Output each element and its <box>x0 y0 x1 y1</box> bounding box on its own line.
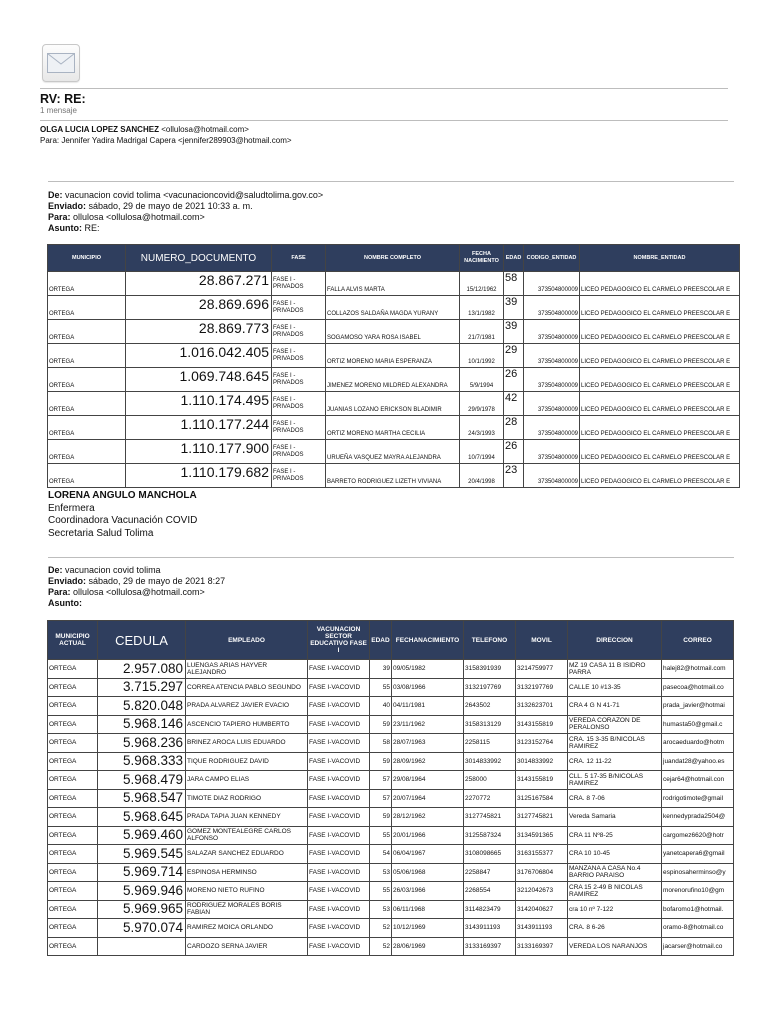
cell-nombre: JIMENEZ MORENO MILDRED ALEXANDRA <box>326 368 460 392</box>
cell-empleado: PRADA ALVAREZ JAVIER EVACIO <box>186 697 308 716</box>
column-header: NUMERO_DOCUMENTO <box>126 245 272 272</box>
cell-documento: 1.069.748.645 <box>126 368 272 392</box>
cell-movil: 3123152764 <box>516 734 568 753</box>
table-row <box>48 368 740 392</box>
cell-nombre: FALLA ALVIS MARTA <box>326 272 460 296</box>
cell-fase: FASE I - PRIVADOS <box>272 272 326 296</box>
column-header: EDAD <box>370 621 392 660</box>
cell-edad: 53 <box>370 900 392 919</box>
cell-municipio: ORTEGA <box>48 344 126 368</box>
cell-correo: oramo-8@hotmail.co <box>662 919 734 938</box>
cell-telefono: 3014833992 <box>464 752 516 771</box>
cell-empleado: SALAZAR SANCHEZ EDUARDO <box>186 845 308 864</box>
cell-telefono: 3132197769 <box>464 678 516 697</box>
column-header: MUNICIPIO <box>48 245 126 272</box>
cell-fase: FASE I-VACOVID <box>308 697 370 716</box>
cell-telefono: 2270772 <box>464 789 516 808</box>
cell-fecha: 15/12/1962 <box>460 272 504 296</box>
cell-edad: 52 <box>370 919 392 938</box>
cell-codigo: 373504800009 <box>524 416 580 440</box>
cell-fecha: 29/08/1964 <box>392 771 464 790</box>
cell-fase: FASE I-VACOVID <box>308 808 370 827</box>
column-header: FECHA NACIMIENTO <box>460 245 504 272</box>
cell-telefono: 258000 <box>464 771 516 790</box>
cell-fase: FASE I - PRIVADOS <box>272 368 326 392</box>
column-header: MUNICIPIO ACTUAL <box>48 621 98 660</box>
cell-municipio: ORTEGA <box>48 752 98 771</box>
cell-municipio: ORTEGA <box>48 660 98 679</box>
cell-municipio: ORTEGA <box>48 771 98 790</box>
cell-entidad: LICEO PEDAGOGICO EL CARMELO PREESCOLAR E <box>580 296 740 320</box>
table-row <box>48 808 734 827</box>
cell-movil: 3127745821 <box>516 808 568 827</box>
cell-municipio: ORTEGA <box>48 272 126 296</box>
column-header: CEDULA <box>98 621 186 660</box>
cell-entidad: LICEO PEDAGOGICO EL CARMELO PREESCOLAR E <box>580 344 740 368</box>
cell-nombre: COLLAZOS SALDAÑA MAGDA YURANY <box>326 296 460 320</box>
table-row <box>48 826 734 845</box>
table-row <box>48 752 734 771</box>
signature-line: Coordinadora Vacunación COVID <box>48 515 198 526</box>
cell-fase: FASE I-VACOVID <box>308 771 370 790</box>
cell-edad: 40 <box>370 697 392 716</box>
cell-movil: 3134591365 <box>516 826 568 845</box>
cell-direccion: MZ 19 CASA 11 B ISIDRO PARRA <box>568 660 662 679</box>
cell-fecha: 20/07/1964 <box>392 789 464 808</box>
cell-empleado: ASCENCIO TAPIERO HUMBERTO <box>186 715 308 734</box>
message-count: 1 mensaje <box>40 106 77 115</box>
sender-name: OLGA LUCIA LOPEZ SANCHEZ <box>40 125 159 134</box>
cell-fecha: 26/03/1966 <box>392 882 464 901</box>
cell-fecha: 20/4/1998 <box>460 464 504 488</box>
cell-nombre: SOGAMOSO YARA ROSA ISABEL <box>326 320 460 344</box>
signature-line: Secretaria Salud Tolima <box>48 527 154 539</box>
cell-edad: 57 <box>370 771 392 790</box>
cell-movil: 3143155819 <box>516 715 568 734</box>
cell-entidad: LICEO PEDAGOGICO EL CARMELO PREESCOLAR E <box>580 392 740 416</box>
cell-empleado: TIMOTE DIAZ RODRIGO <box>186 789 308 808</box>
cell-codigo: 373504800009 <box>524 392 580 416</box>
cell-telefono: 3158313129 <box>464 715 516 734</box>
cell-cedula: 5.969.965 <box>98 900 186 919</box>
cell-movil: 3125167584 <box>516 789 568 808</box>
signature-block <box>48 490 197 540</box>
table-row <box>48 660 734 679</box>
cell-municipio: ORTEGA <box>48 392 126 416</box>
cell-edad: 42 <box>504 392 524 416</box>
table-row <box>48 678 734 697</box>
cell-edad: 29 <box>504 344 524 368</box>
cell-edad: 59 <box>370 808 392 827</box>
cell-codigo: 373504800009 <box>524 368 580 392</box>
table-row <box>48 734 734 753</box>
cell-entidad: LICEO PEDAGOGICO EL CARMELO PREESCOLAR E <box>580 464 740 488</box>
cell-fecha: 06/04/1967 <box>392 845 464 864</box>
cell-direccion: CRA 10 10-45 <box>568 845 662 864</box>
divider <box>48 181 734 182</box>
column-header: EDAD <box>504 245 524 272</box>
cell-fecha: 03/08/1966 <box>392 678 464 697</box>
cell-municipio: ORTEGA <box>48 715 98 734</box>
cell-telefono: 2268554 <box>464 882 516 901</box>
cell-fase: FASE I-VACOVID <box>308 660 370 679</box>
cell-fecha: 10/7/1994 <box>460 440 504 464</box>
cell-direccion: Vereda Samaria <box>568 808 662 827</box>
sender-line <box>40 125 249 134</box>
table-row <box>48 464 740 488</box>
cell-fecha: 24/3/1993 <box>460 416 504 440</box>
column-header: FECHANACIMIENTO <box>392 621 464 660</box>
cell-correo: kennedyprada2504@ <box>662 808 734 827</box>
cell-direccion: CRA. 12 11-22 <box>568 752 662 771</box>
cell-documento: 1.110.177.900 <box>126 440 272 464</box>
cell-movil: 3212042673 <box>516 882 568 901</box>
cell-empleado: TIQUE RODRIGUEZ DAVID <box>186 752 308 771</box>
cell-municipio: ORTEGA <box>48 678 98 697</box>
cell-municipio: ORTEGA <box>48 919 98 938</box>
cell-empleado: ESPINOSA HERMINSO <box>186 863 308 882</box>
cell-telefono: 3158391939 <box>464 660 516 679</box>
cell-movil: 3143155819 <box>516 771 568 790</box>
cell-fecha: 23/11/1962 <box>392 715 464 734</box>
cell-movil: 3214759977 <box>516 660 568 679</box>
cell-documento: 28.869.773 <box>126 320 272 344</box>
cell-fase: FASE I - PRIVADOS <box>272 296 326 320</box>
table-row <box>48 440 740 464</box>
cell-telefono: 3127745821 <box>464 808 516 827</box>
column-header: VACUNACION SECTOR EDUCATIVO FASE I <box>308 621 370 660</box>
cell-nombre: ORTIZ MORENO MARIA ESPERANZA <box>326 344 460 368</box>
cell-nombre: URUEÑA VASQUEZ MAYRA ALEJANDRA <box>326 440 460 464</box>
cell-entidad: LICEO PEDAGOGICO EL CARMELO PREESCOLAR E <box>580 368 740 392</box>
cell-codigo: 373504800009 <box>524 272 580 296</box>
cell-codigo: 373504800009 <box>524 464 580 488</box>
cell-municipio: ORTEGA <box>48 296 126 320</box>
table-row <box>48 900 734 919</box>
cell-direccion: CRA 15 2-49 B NICOLAS RAMIREZ <box>568 882 662 901</box>
cell-cedula: 5.968.479 <box>98 771 186 790</box>
cell-direccion: cra 10 nº 7-122 <box>568 900 662 919</box>
cell-fecha: 10/1/1992 <box>460 344 504 368</box>
cell-edad: 26 <box>504 440 524 464</box>
cell-cedula: 2.957.080 <box>98 660 186 679</box>
cell-fecha: 28/12/1962 <box>392 808 464 827</box>
cell-telefono: 2258115 <box>464 734 516 753</box>
cell-edad: 57 <box>370 789 392 808</box>
cell-cedula: 5.968.547 <box>98 789 186 808</box>
cell-cedula <box>98 937 186 956</box>
cell-correo: rodrigotimote@gmail <box>662 789 734 808</box>
cell-empleado: CARDOZO SERNA JAVIER <box>186 937 308 956</box>
cell-movil: 3133169397 <box>516 937 568 956</box>
cell-cedula: 5.969.946 <box>98 882 186 901</box>
cell-fecha: 28/07/1963 <box>392 734 464 753</box>
cell-empleado: RAMIREZ MOICA ORLANDO <box>186 919 308 938</box>
table-row <box>48 296 740 320</box>
cell-fecha: 20/01/1966 <box>392 826 464 845</box>
cell-documento: 1.016.042.405 <box>126 344 272 368</box>
cell-fase: FASE I-VACOVID <box>308 937 370 956</box>
cell-fase: FASE I-VACOVID <box>308 882 370 901</box>
cell-fase: FASE I-VACOVID <box>308 789 370 808</box>
cell-cedula: 5.970.074 <box>98 919 186 938</box>
cell-edad: 59 <box>370 752 392 771</box>
cell-correo: halej82@hotmail.com <box>662 660 734 679</box>
cell-correo: pasecoa@hotmail.co <box>662 678 734 697</box>
cell-direccion: CRA 4 G N 41-71 <box>568 697 662 716</box>
table-row <box>48 863 734 882</box>
cell-empleado: MORENO NIETO RUFINO <box>186 882 308 901</box>
cell-movil: 3143911193 <box>516 919 568 938</box>
cell-edad: 39 <box>504 320 524 344</box>
cell-edad: 59 <box>370 715 392 734</box>
column-header: FASE <box>272 245 326 272</box>
table-row <box>48 344 740 368</box>
table-row <box>48 919 734 938</box>
cell-fase: FASE I-VACOVID <box>308 678 370 697</box>
cell-correo: espinosaherminso@y <box>662 863 734 882</box>
cell-empleado: BRINEZ AROCA LUIS EDUARDO <box>186 734 308 753</box>
cell-movil: 3163155377 <box>516 845 568 864</box>
cell-correo: arocaeduardo@hotm <box>662 734 734 753</box>
cell-fase: FASE I-VACOVID <box>308 900 370 919</box>
cell-municipio: ORTEGA <box>48 789 98 808</box>
cell-documento: 1.110.177.244 <box>126 416 272 440</box>
cell-fecha: 10/12/1969 <box>392 919 464 938</box>
cell-fase: FASE I-VACOVID <box>308 919 370 938</box>
column-header: DIRECCION <box>568 621 662 660</box>
cell-movil: 3142040627 <box>516 900 568 919</box>
cell-direccion: CRA. 15 3-35 B/NICOLAS RAMIREZ <box>568 734 662 753</box>
cell-movil: 3132197769 <box>516 678 568 697</box>
cell-fecha: 09/05/1982 <box>392 660 464 679</box>
cell-empleado: RODRIGUEZ MORALES BORIS FABIAN <box>186 900 308 919</box>
cell-edad: 55 <box>370 882 392 901</box>
cell-documento: 28.867.271 <box>126 272 272 296</box>
cell-telefono: 3114823479 <box>464 900 516 919</box>
cell-municipio: ORTEGA <box>48 464 126 488</box>
cell-fase: FASE I - PRIVADOS <box>272 464 326 488</box>
mail-envelope-icon <box>42 44 80 82</box>
sender-email[interactable]: <ollulosa@hotmail.com> <box>161 125 249 134</box>
cell-municipio: ORTEGA <box>48 440 126 464</box>
cell-empleado: LUENGAS ARIAS HAYVER ALEJANDRO <box>186 660 308 679</box>
cell-documento: 1.110.179.682 <box>126 464 272 488</box>
cell-edad: 39 <box>370 660 392 679</box>
cell-edad: 53 <box>370 863 392 882</box>
email-subject: RV: RE: <box>40 92 86 106</box>
table-row <box>48 320 740 344</box>
forward-header-2: De: vacunacion covid tolima Enviado: sábado, 29 de mayo de 2021 8:27 Para: ollulosa <ollulosa@hotmail.com> Asunto: <box>48 565 226 608</box>
cell-edad: 52 <box>370 937 392 956</box>
cell-edad: 55 <box>370 678 392 697</box>
cell-nombre: JUANIAS LOZANO ERICKSON BLADIMIR <box>326 392 460 416</box>
divider <box>40 88 728 89</box>
cell-fecha: 5/9/1994 <box>460 368 504 392</box>
cell-fase: FASE I - PRIVADOS <box>272 440 326 464</box>
cell-entidad: LICEO PEDAGOGICO EL CARMELO PREESCOLAR E <box>580 272 740 296</box>
vaccination-table-2 <box>47 620 734 956</box>
table-row <box>48 937 734 956</box>
cell-direccion: CRA 11 Nº8-25 <box>568 826 662 845</box>
cell-correo: morenorufino10@gm <box>662 882 734 901</box>
cell-entidad: LICEO PEDAGOGICO EL CARMELO PREESCOLAR E <box>580 320 740 344</box>
cell-edad: 55 <box>370 826 392 845</box>
cell-nombre: BARRETO RODRIGUEZ LIZETH VIVIANA <box>326 464 460 488</box>
cell-fecha: 28/09/1962 <box>392 752 464 771</box>
cell-telefono: 3108098665 <box>464 845 516 864</box>
table-row <box>48 272 740 296</box>
cell-correo: cejar64@hotmail.con <box>662 771 734 790</box>
cell-documento: 28.869.696 <box>126 296 272 320</box>
cell-fecha: 13/1/1982 <box>460 296 504 320</box>
cell-cedula: 5.968.333 <box>98 752 186 771</box>
cell-fase: FASE I-VACOVID <box>308 845 370 864</box>
cell-entidad: LICEO PEDAGOGICO EL CARMELO PREESCOLAR E <box>580 416 740 440</box>
divider <box>40 120 728 121</box>
cell-direccion: CALLE 10 #13-35 <box>568 678 662 697</box>
cell-empleado: PRADA TAPIA JUAN KENNEDY <box>186 808 308 827</box>
table-row <box>48 697 734 716</box>
cell-edad: 28 <box>504 416 524 440</box>
cell-fase: FASE I - PRIVADOS <box>272 416 326 440</box>
cell-correo: bofaromo1@hotmail. <box>662 900 734 919</box>
cell-fecha: 05/06/1968 <box>392 863 464 882</box>
cell-telefono: 3143911193 <box>464 919 516 938</box>
cell-correo: jacarser@hotmail.co <box>662 937 734 956</box>
table-row <box>48 789 734 808</box>
table-row <box>48 882 734 901</box>
table-row <box>48 771 734 790</box>
cell-edad: 23 <box>504 464 524 488</box>
signature-name: LORENA ANGULO MANCHOLA <box>48 490 197 501</box>
cell-codigo: 373504800009 <box>524 344 580 368</box>
cell-movil: 3014833992 <box>516 752 568 771</box>
cell-fecha: 06/11/1968 <box>392 900 464 919</box>
table-row <box>48 715 734 734</box>
table-row <box>48 416 740 440</box>
cell-cedula: 5.968.645 <box>98 808 186 827</box>
cell-cedula: 5.820.048 <box>98 697 186 716</box>
cell-municipio: ORTEGA <box>48 368 126 392</box>
cell-municipio: ORTEGA <box>48 900 98 919</box>
cell-edad: 58 <box>504 272 524 296</box>
cell-fase: FASE I - PRIVADOS <box>272 344 326 368</box>
column-header: TELEFONO <box>464 621 516 660</box>
cell-municipio: ORTEGA <box>48 845 98 864</box>
cell-codigo: 373504800009 <box>524 296 580 320</box>
cell-nombre: ORTIZ MORENO MARTHA CECILIA <box>326 416 460 440</box>
cell-municipio: ORTEGA <box>48 734 98 753</box>
recipient-line: Para: Jennifer Yadira Madrigal Capera <jennifer289903@hotmail.com> <box>40 136 292 145</box>
signature-line: Enfermera <box>48 502 95 514</box>
table-row <box>48 845 734 864</box>
cell-direccion: MANZANA A CASA No.4 BARRIO PARAISO <box>568 863 662 882</box>
cell-municipio: ORTEGA <box>48 808 98 827</box>
cell-codigo: 373504800009 <box>524 320 580 344</box>
cell-cedula: 5.968.146 <box>98 715 186 734</box>
column-header: EMPLEADO <box>186 621 308 660</box>
cell-edad: 26 <box>504 368 524 392</box>
column-header: NOMBRE COMPLETO <box>326 245 460 272</box>
cell-municipio: ORTEGA <box>48 416 126 440</box>
cell-edad: 58 <box>370 734 392 753</box>
cell-fecha: 29/9/1978 <box>460 392 504 416</box>
table-row <box>48 392 740 416</box>
cell-correo: prada_javier@hotmai <box>662 697 734 716</box>
cell-municipio: ORTEGA <box>48 320 126 344</box>
column-header: CORREO <box>662 621 734 660</box>
cell-cedula: 5.969.460 <box>98 826 186 845</box>
cell-telefono: 3125587324 <box>464 826 516 845</box>
cell-fecha: 21/7/1981 <box>460 320 504 344</box>
column-header: MOVIL <box>516 621 568 660</box>
cell-telefono: 3133169397 <box>464 937 516 956</box>
cell-telefono: 2643502 <box>464 697 516 716</box>
cell-fase: FASE I-VACOVID <box>308 734 370 753</box>
cell-municipio: ORTEGA <box>48 826 98 845</box>
cell-telefono: 2258847 <box>464 863 516 882</box>
cell-direccion: CLL. 5 17-35 B/NICOLAS RAMIREZ <box>568 771 662 790</box>
vaccination-table-1 <box>47 244 740 488</box>
divider <box>48 557 734 558</box>
cell-municipio: ORTEGA <box>48 882 98 901</box>
cell-empleado: GOMEZ MONTEALEGRE CARLOS ALFONSO <box>186 826 308 845</box>
cell-movil: 3132623701 <box>516 697 568 716</box>
cell-direccion: VEREDA LOS NARANJOS <box>568 937 662 956</box>
column-header: CODIGO_ENTIDAD <box>524 245 580 272</box>
forward-header-1: De: vacunacion covid tolima <vacunacioncovid@saludtolima.gov.co> Enviado: sábado, 29 de mayo de 2021 10:33 a. m. Para: ollulosa <ollulosa@hotmail.com> Asunto: RE: <box>48 190 324 233</box>
cell-empleado: CORREA ATENCIA PABLO SEGUNDO <box>186 678 308 697</box>
cell-municipio: ORTEGA <box>48 937 98 956</box>
cell-edad: 54 <box>370 845 392 864</box>
cell-entidad: LICEO PEDAGOGICO EL CARMELO PREESCOLAR E <box>580 440 740 464</box>
cell-municipio: ORTEGA <box>48 697 98 716</box>
cell-empleado: JARA CAMPO ELIAS <box>186 771 308 790</box>
cell-cedula: 5.968.236 <box>98 734 186 753</box>
cell-correo: cargomez6620@hotr <box>662 826 734 845</box>
cell-cedula: 5.969.714 <box>98 863 186 882</box>
cell-cedula: 3.715.297 <box>98 678 186 697</box>
cell-correo: yanetcapera6@gmail <box>662 845 734 864</box>
cell-documento: 1.110.174.495 <box>126 392 272 416</box>
cell-municipio: ORTEGA <box>48 863 98 882</box>
cell-fase: FASE I-VACOVID <box>308 715 370 734</box>
cell-fase: FASE I-VACOVID <box>308 863 370 882</box>
cell-fecha: 04/11/1981 <box>392 697 464 716</box>
cell-cedula: 5.969.545 <box>98 845 186 864</box>
cell-fecha: 28/06/1969 <box>392 937 464 956</box>
column-header: NOMBRE_ENTIDAD <box>580 245 740 272</box>
cell-codigo: 373504800009 <box>524 440 580 464</box>
cell-fase: FASE I-VACOVID <box>308 826 370 845</box>
cell-movil: 3176706804 <box>516 863 568 882</box>
cell-correo: humasta50@gmail.c <box>662 715 734 734</box>
cell-direccion: CRA. 8 7-06 <box>568 789 662 808</box>
cell-direccion: VEREDA CORAZON DE PERALONSO <box>568 715 662 734</box>
cell-fase: FASE I - PRIVADOS <box>272 392 326 416</box>
cell-direccion: CRA. 8 6-26 <box>568 919 662 938</box>
cell-correo: juandat28@yahoo.es <box>662 752 734 771</box>
cell-edad: 39 <box>504 296 524 320</box>
cell-fase: FASE I-VACOVID <box>308 752 370 771</box>
cell-fase: FASE I - PRIVADOS <box>272 320 326 344</box>
